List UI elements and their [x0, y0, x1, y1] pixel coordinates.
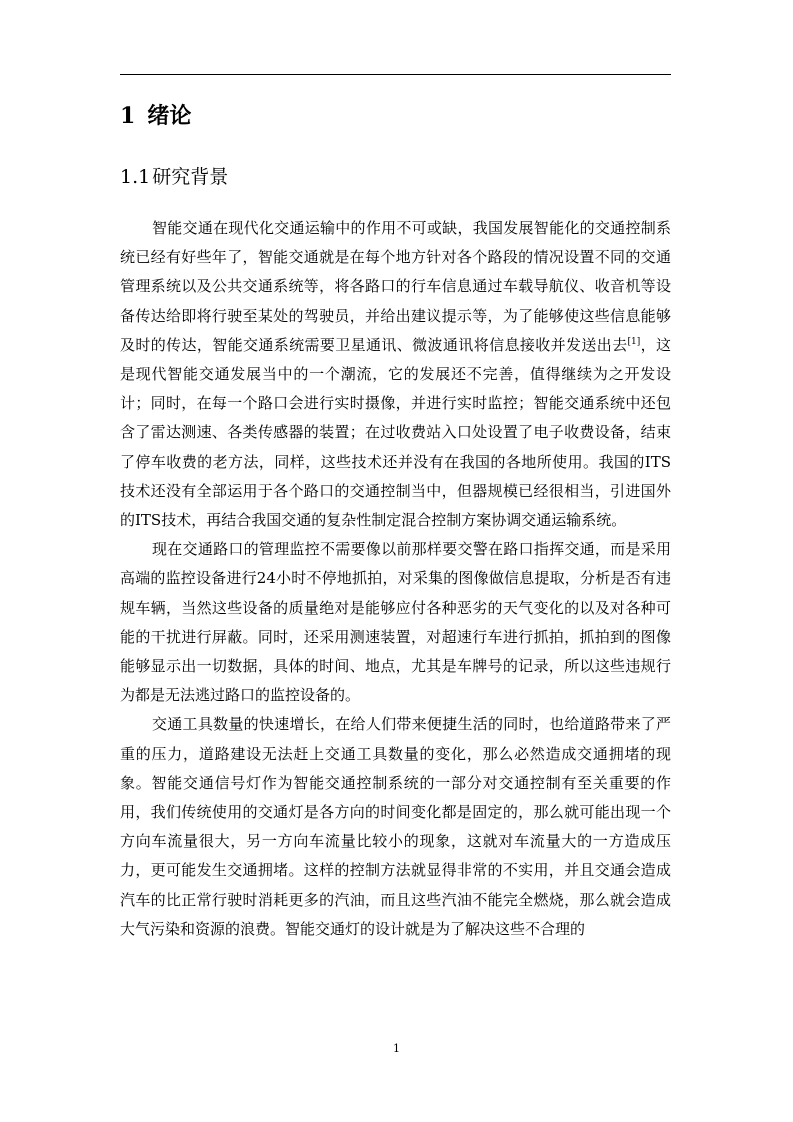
chapter-number: 1: [120, 103, 136, 129]
chapter-title: [120, 100, 191, 132]
page-number: 1: [393, 1042, 400, 1055]
paragraph-3: 交通工具数量的快速增长，在给人们带来便捷生活的同时，也给道路带来了严重的压力，道路建设无法赶上交通工具数量的变化，那么必然造成交通拥堵的现象。智能交通信号灯作为智能交通控制系统的一部分对交通控制有至关重要的作用，我们传统使用的交通灯是各方向的时间变化都是固定的，那么就可能出现一个方向车流量很大，另一方向车流量比较小的现象，这就对车流量大的一方造成压力，更可能发生交通拥堵。这样的控制方法就显得非常的不实用，并且交通会造成汽车的比正常行驶时消耗更多的汽油，而且这些汽油不能完全燃烧，那么就会造成大气污染和资源的浪费。智能交通灯的设计就是为了解决这些不合理的: [120, 715, 671, 938]
header-rule: [120, 74, 671, 75]
paragraph-1-text-after-ref: ，这是现代智能交通发展当中的一个潮流，它的发展还不完善，值得继续为之开发设计；同时，在每一个路口会进行实时摄像，并进行实时监控；智能交通系统中还包含了雷达测速、各类传感器的装置；在过收费站入口处设置了电子收费设备，结束了停车收费的老方法，同样，这些技术还并没有在我国的各地所使用。我国的ITS技术还没有全部运用于各个路口的交通控制当中，但器规模已经很相当，引进国外的ITS技术，再结合我国交通的复杂性制定混合控制方案协调交通运输系统。: [120, 335, 671, 530]
citation-ref: [1]: [627, 336, 641, 347]
section-title: [120, 164, 228, 190]
section-title-text: 研究背景: [152, 166, 229, 188]
chapter-title-text: 绪论: [147, 103, 192, 129]
paragraph-1-text-before-ref: 智能交通在现代化交通运输中的作用不可或缺，我国发展智能化的交通控制系统已经有好些年了，智能交通就是在每个地方针对各个路段的情况设置不同的交通管理系统以及公共交通系统等，将各路口的行车信息通过车载导航仪、收音机等设备传达给即将行驶至某处的驾驶员，并给出建议提示等，为了能够使这些信息能够及时的传达，智能交通系统需要卫星通讯、微波通讯将信息接收并发送出去: [120, 219, 671, 354]
section-number: 1.1: [120, 166, 151, 188]
paragraph-1: [120, 214, 671, 535]
paragraph-2: 现在交通路口的管理监控不需要像以前那样要交警在路口指挥交通，而是采用高端的监控设备进行24小时不停地抓拍，对采集的图像做信息提取，分析是否有违规车辆，当然这些设备的质量绝对是能够应付各种恶劣的天气变化的以及对各种可能的干扰进行屏蔽。同时，还采用测速装置，对超速行车进行抓拍，抓拍到的图像能够显示出一切数据，具体的时间、地点，尤其是车牌号的记录，所以这些违规行为都是无法逃过路口的监控设备的。: [120, 540, 671, 705]
body-text: [120, 214, 671, 944]
